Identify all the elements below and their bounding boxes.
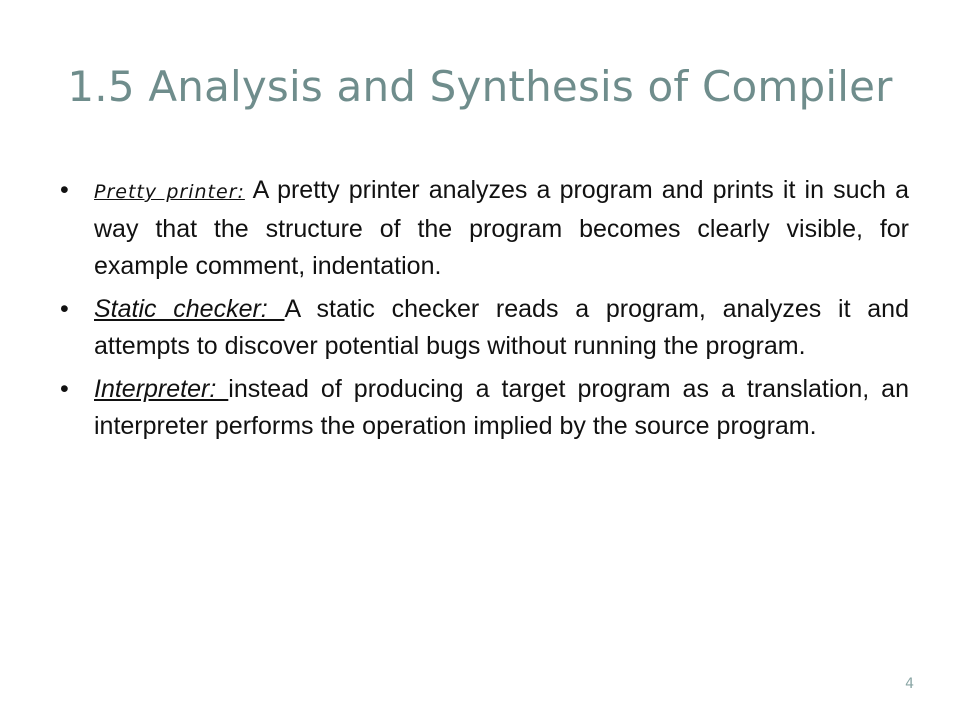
- bullet-static-checker: [60, 291, 909, 365]
- bullet-dot-icon: •: [60, 176, 69, 204]
- definition-interpreter: instead of producing a target program as a translation, an interpreter performs the operation implied by the source program.: [94, 375, 909, 440]
- bullet-dot-icon: •: [60, 375, 69, 403]
- bullet-interpreter: [60, 371, 909, 445]
- definition-pretty-printer: A pretty printer analyzes a program and prints it in such a way that the structure of the program becomes clearly visible, for example comment, indentation.: [94, 176, 909, 280]
- bullet-dot-icon: •: [60, 295, 69, 323]
- slide-title: 1.5 Analysis and Synthesis of Compiler: [67, 62, 893, 111]
- bullet-list: [60, 172, 909, 451]
- term-pretty-printer: Pretty printer:: [94, 181, 245, 203]
- definition-static-checker: A static checker reads a program, analyzes it and attempts to discover potential bugs without running the program.: [94, 295, 909, 360]
- term-interpreter: Interpreter:: [94, 375, 229, 403]
- term-static-checker: Static checker:: [94, 295, 285, 323]
- page-number: 4: [905, 676, 914, 692]
- bullet-pretty-printer: [60, 172, 909, 285]
